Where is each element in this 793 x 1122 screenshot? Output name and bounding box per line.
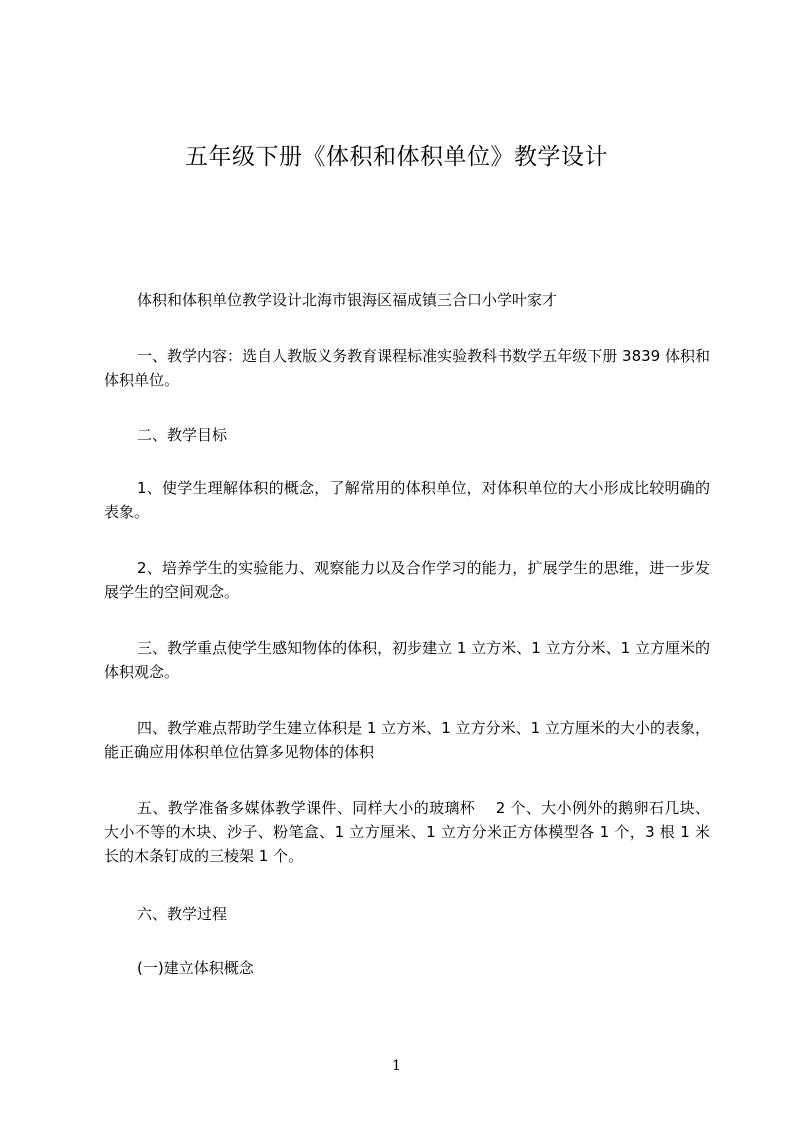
key-points-paragraph: 三、教学重点使学生感知物体的体积，初步建立 1 立方米、1 立方分米、1 立方厘米的体积观念。 [104, 639, 710, 681]
teaching-process-heading: 六、教学过程 [137, 905, 228, 923]
document-title: 五年级下册《体积和体积单位》教学设计 [185, 144, 608, 170]
teaching-goals-heading: 二、教学目标 [137, 426, 228, 444]
goal-1-paragraph: 1、使学生理解体积的概念，了解常用的体积单位，对体积单位的大小形成比较明确的表象。 [104, 479, 710, 521]
difficulties-paragraph: 四、教学难点帮助学生建立体积是 1 立方米、1 立方分米、1 立方厘米的大小的表象，能正确应用体积单位估算多见物体的体积 [104, 719, 710, 761]
subsection-1-heading: (一)建立体积概念 [137, 959, 254, 977]
teaching-content-paragraph: 一、教学内容：选自人教版义务教育课程标准实验教科书数学五年级下册 3839 体积和体积单位。 [104, 347, 710, 389]
page-number: 1 [392, 1058, 401, 1074]
author-line: 体积和体积单位教学设计北海市银海区福成镇三合口小学叶家才 [137, 291, 558, 309]
goal-2-paragraph: 2、培养学生的实验能力、观察能力以及合作学习的能力，扩展学生的思维，进一步发展学生的空间观念。 [104, 559, 710, 601]
preparation-paragraph: 五、教学准备多媒体教学课件、同样大小的玻璃杯 2 个、大小例外的鹅卵石几块、大小不等的木块、沙子、粉笔盒、1 立方厘米、1 立方分米正方体模型各 1 个，3 根 1 米长的木条钉成的三棱架 1 个。 [104, 799, 710, 865]
